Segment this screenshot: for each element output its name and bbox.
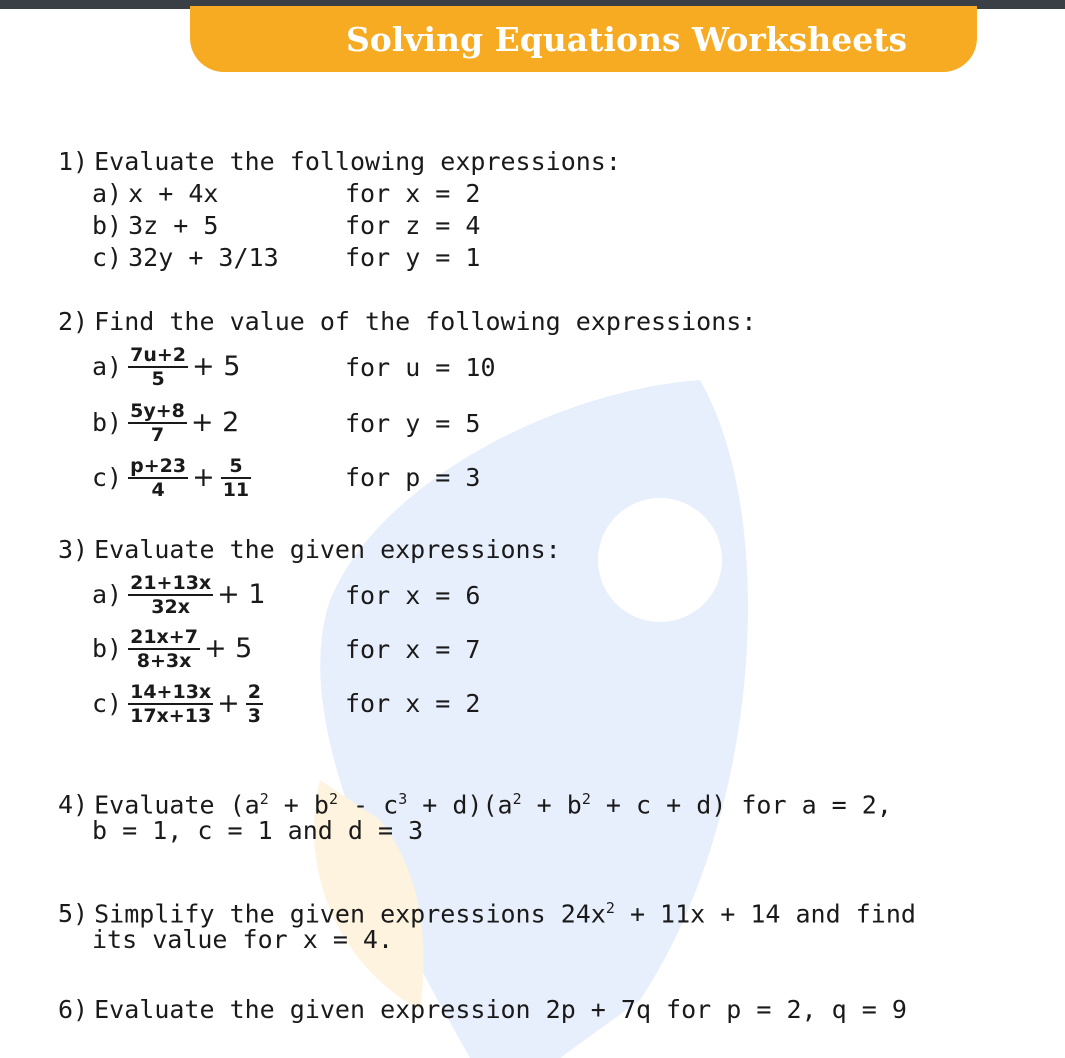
page-title: Solving Equations Worksheets: [345, 20, 908, 59]
expression-tail: +: [217, 688, 240, 719]
item-label: c): [92, 243, 123, 272]
denominator: 4: [151, 479, 165, 501]
numerator: 5: [221, 455, 251, 479]
q2-item-c: [92, 451, 251, 505]
question-2: [58, 306, 756, 338]
item-label: a): [92, 580, 123, 609]
question-text: - c: [337, 790, 399, 820]
item-label: c): [92, 689, 123, 718]
question-prompt: Find the value of the following expressions:: [94, 307, 757, 336]
item-label: a): [92, 352, 123, 381]
question-prompt: Evaluate the given expressions:: [94, 535, 561, 564]
numerator: 5y+8: [130, 400, 185, 422]
q2-item-a: [92, 340, 240, 394]
numerator: 21+13x: [130, 572, 212, 594]
item-label: a): [92, 179, 123, 208]
exponent: 2: [259, 790, 269, 808]
q3-item-b: [92, 622, 252, 676]
item-condition: for p = 3: [345, 463, 481, 492]
item-condition: for x = 2: [345, 689, 481, 718]
fraction: [128, 400, 187, 446]
question-number: 3): [58, 535, 89, 564]
question-text: + b: [268, 790, 329, 820]
denominator: 32x: [151, 596, 190, 618]
q5-line-2: its value for x = 4.: [92, 925, 394, 954]
q1-item-a: [92, 178, 218, 210]
question-prompt: Evaluate the following expressions:: [94, 147, 621, 176]
question-number: 2): [58, 307, 89, 336]
item-expression: 32y + 3/13: [128, 243, 279, 272]
q1-item-c: [92, 242, 279, 274]
q2-item-b: [92, 396, 239, 450]
denominator: 7: [150, 424, 165, 446]
exponent: 2: [328, 790, 338, 808]
denominator: 3: [247, 705, 262, 727]
item-condition: for y = 1: [345, 243, 481, 272]
expression-tail: + 2: [190, 407, 240, 438]
item-condition: for x = 7: [345, 635, 481, 664]
denominator: 11: [222, 479, 250, 501]
question-6: [58, 994, 907, 1026]
question-number: 5): [58, 899, 89, 929]
item-condition: for u = 10: [345, 353, 496, 382]
expression-tail: +: [192, 462, 215, 493]
question-text: + d)(a: [407, 790, 513, 820]
item-expression: 3z + 5: [128, 211, 219, 240]
numerator: 7u+2: [130, 344, 186, 366]
question-text: Simplify the given expressions 24x: [94, 899, 606, 929]
item-condition: for y = 5: [345, 409, 481, 438]
numerator: 14+13x: [130, 681, 212, 703]
numerator: p+23: [130, 455, 187, 477]
question-number: 1): [58, 147, 89, 176]
q3-item-c: [92, 677, 263, 731]
fraction: [128, 455, 188, 501]
exponent: 2: [581, 790, 591, 808]
fraction: [128, 626, 200, 672]
exponent: 3: [398, 790, 408, 808]
question-text: Evaluate (a: [94, 790, 260, 820]
fraction: [246, 681, 263, 727]
item-label: b): [92, 408, 123, 437]
q3-item-a: [92, 568, 266, 622]
fraction: [128, 681, 213, 727]
item-condition: for x = 2: [345, 179, 481, 208]
fraction: [221, 455, 251, 501]
item-label: c): [92, 463, 123, 492]
denominator: 5: [151, 368, 165, 390]
question-1: [58, 146, 621, 178]
exponent: 2: [512, 790, 522, 808]
question-number: 4): [58, 790, 89, 820]
q4-line-2: b = 1, c = 1 and d = 3: [92, 816, 424, 845]
item-expression: x + 4x: [128, 179, 219, 208]
question-text: Evaluate the given expression 2p + 7q for p = 2, q = 9: [94, 995, 907, 1024]
expression-tail: + 5: [192, 351, 241, 382]
fraction: [128, 572, 213, 618]
exponent: 2: [605, 899, 615, 917]
question-number: 6): [58, 995, 89, 1024]
title-banner: [190, 6, 977, 72]
question-text: + b: [521, 790, 582, 820]
q1-item-b: [92, 210, 218, 242]
item-label: b): [92, 211, 123, 240]
question-text: + 11x + 14 and find: [614, 899, 916, 929]
numerator: 2: [247, 681, 262, 703]
denominator: 17x+13: [130, 705, 212, 727]
numerator: 21x+7: [130, 626, 198, 648]
fraction: [128, 344, 188, 390]
item-condition: for x = 6: [345, 581, 481, 610]
question-text: + c + d) for a = 2,: [590, 790, 892, 820]
question-3: [58, 534, 561, 566]
item-label: b): [92, 634, 123, 663]
expression-tail: + 5: [203, 633, 253, 664]
denominator: 8+3x: [136, 650, 192, 672]
expression-tail: + 1: [217, 579, 266, 610]
item-condition: for z = 4: [345, 211, 481, 240]
